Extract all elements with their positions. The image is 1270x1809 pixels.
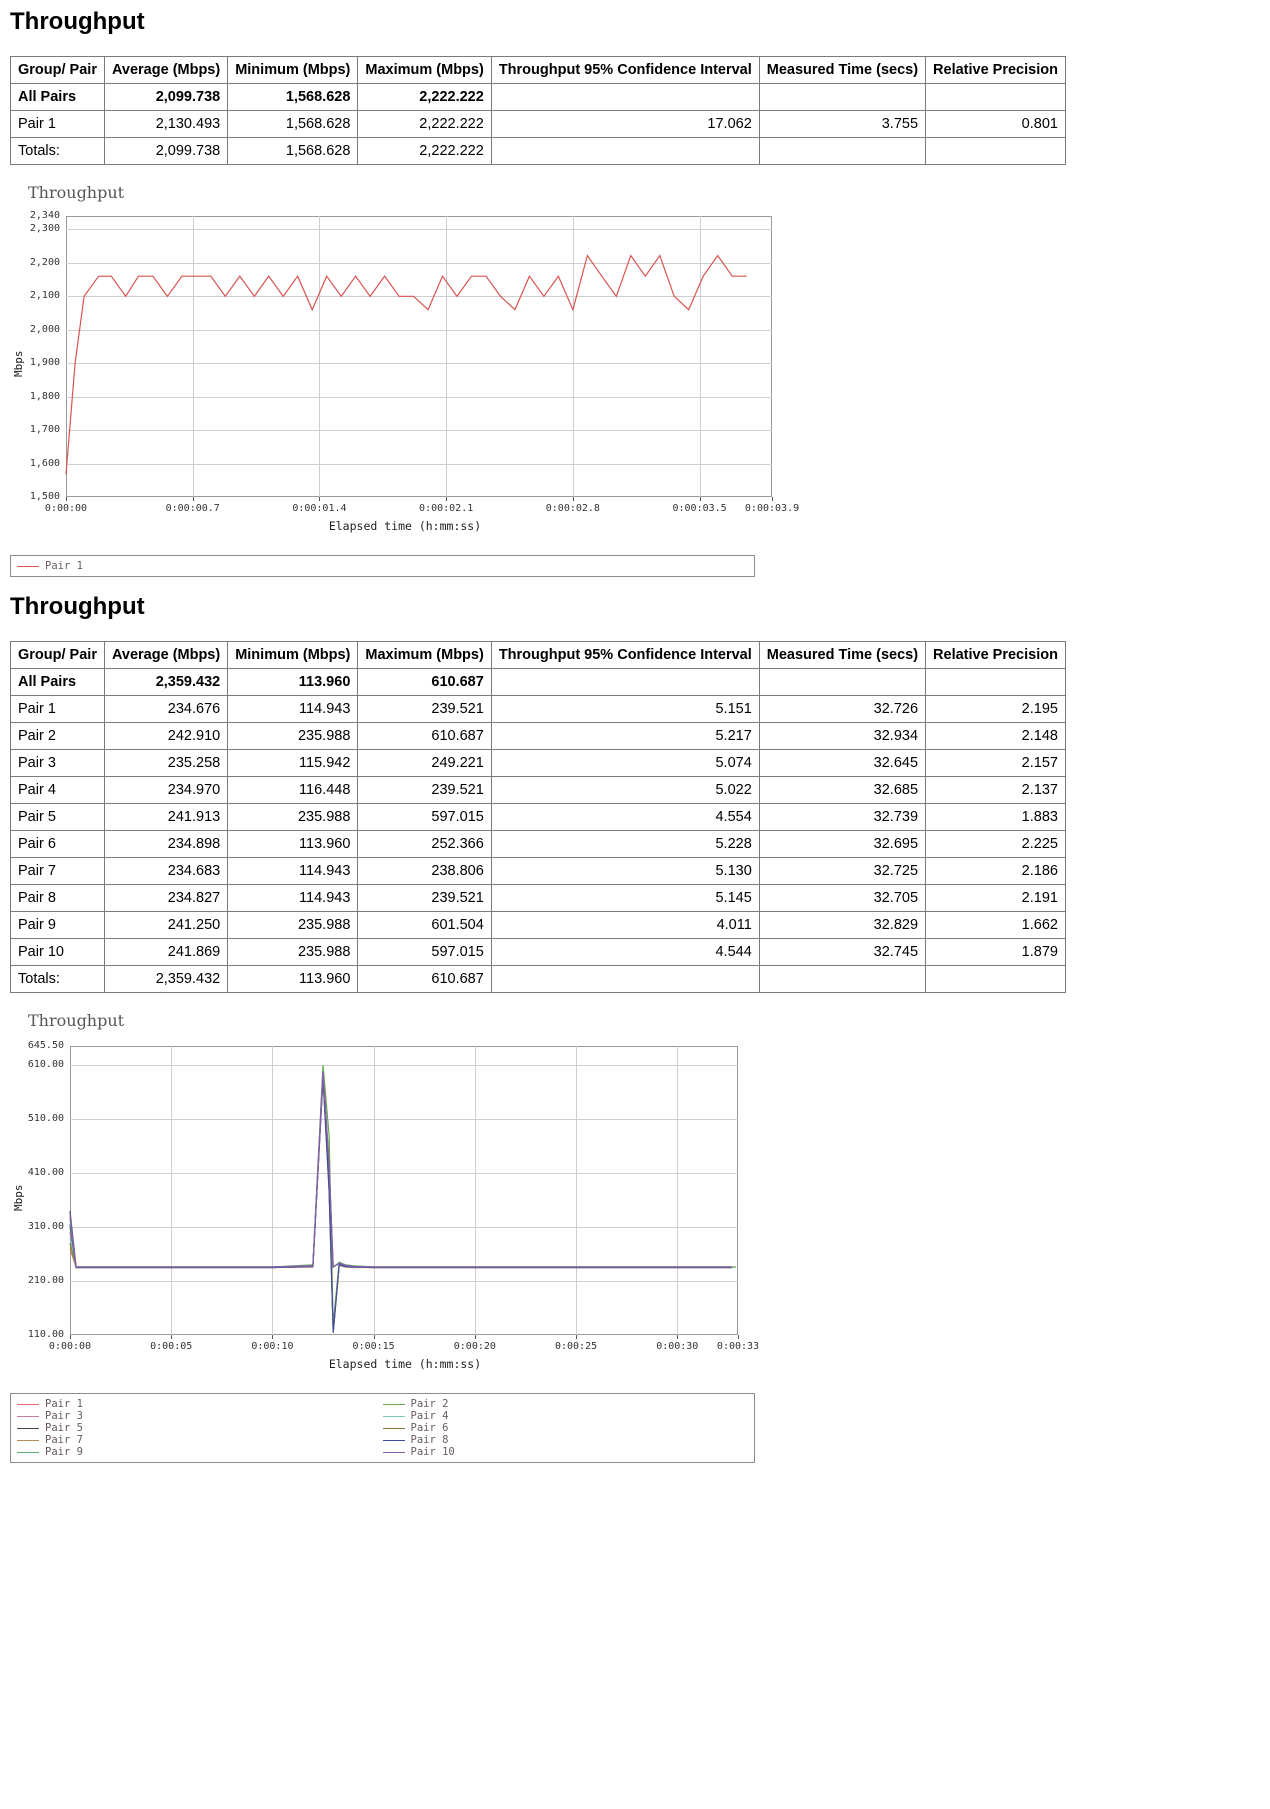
table-header-row bbox=[11, 57, 1066, 84]
legend-row bbox=[17, 1446, 748, 1458]
row-label: Pair 8 bbox=[11, 885, 105, 912]
cell-value: 4.554 bbox=[491, 804, 759, 831]
legend-color-swatch bbox=[383, 1428, 405, 1429]
table-row bbox=[11, 966, 1066, 993]
column-header-4: Throughput 95% Confidence Interval bbox=[491, 57, 759, 84]
x-axis-tick-label: 0:00:05 bbox=[150, 1341, 193, 1352]
cell-value: 32.739 bbox=[759, 804, 925, 831]
cell-value: 235.988 bbox=[228, 723, 358, 750]
x-axis-tick-label: 0:00:25 bbox=[554, 1341, 598, 1352]
cell-value: 2,222.222 bbox=[358, 111, 491, 138]
cell-value: 235.988 bbox=[228, 804, 358, 831]
cell-value: 2.191 bbox=[926, 885, 1066, 912]
x-axis-tick-label: 0:00:03.5 bbox=[672, 503, 727, 514]
page-title-1: Throughput bbox=[10, 8, 145, 35]
y-axis-tick-label: 1,700 bbox=[29, 424, 60, 436]
table-row bbox=[11, 777, 1066, 804]
legend-label: Pair 4 bbox=[410, 1410, 449, 1422]
row-label: Pair 7 bbox=[11, 858, 105, 885]
cell-value: 5.217 bbox=[491, 723, 759, 750]
legend-color-swatch bbox=[383, 1440, 405, 1441]
table-row bbox=[11, 858, 1066, 885]
column-header-5: Measured Time (secs) bbox=[759, 57, 925, 84]
column-header-3: Maximum (Mbps) bbox=[358, 642, 491, 669]
cell-value: 1.879 bbox=[926, 939, 1066, 966]
cell-value bbox=[759, 84, 925, 111]
cell-value bbox=[926, 966, 1066, 993]
series-line bbox=[70, 1073, 730, 1330]
chart-plot-area-1 bbox=[10, 204, 800, 549]
y-axis-tick-label: 645.50 bbox=[27, 1040, 64, 1051]
cell-value: 32.829 bbox=[759, 912, 925, 939]
x-axis-tick-label: 0:00:30 bbox=[656, 1341, 699, 1352]
column-header-0: Group/ Pair bbox=[11, 57, 105, 84]
table-row bbox=[11, 939, 1066, 966]
cell-value bbox=[926, 84, 1066, 111]
legend-item bbox=[17, 1422, 383, 1434]
chart-series-layer bbox=[10, 1032, 800, 1387]
x-axis-tick-label: 0:00:03.9 bbox=[744, 503, 800, 514]
cell-value: 610.687 bbox=[358, 669, 491, 696]
x-axis-tick-label: 0:00:33 bbox=[716, 1341, 760, 1352]
legend-label: Pair 2 bbox=[410, 1398, 449, 1410]
cell-value: 32.695 bbox=[759, 831, 925, 858]
y-axis-tick-label: 210.00 bbox=[27, 1275, 64, 1287]
report-page bbox=[0, 8, 1270, 1483]
column-header-1: Average (Mbps) bbox=[104, 57, 227, 84]
cell-value: 2,359.432 bbox=[104, 966, 227, 993]
cell-value: 2.148 bbox=[926, 723, 1066, 750]
cell-value: 2,222.222 bbox=[358, 138, 491, 165]
cell-value: 249.221 bbox=[358, 750, 491, 777]
legend-label: Pair 9 bbox=[45, 1446, 83, 1458]
y-axis-tick-label: 610.00 bbox=[27, 1059, 64, 1071]
legend-item bbox=[383, 1410, 749, 1422]
table-row bbox=[11, 84, 1066, 111]
column-header-2: Minimum (Mbps) bbox=[228, 57, 358, 84]
legend-label: Pair 8 bbox=[410, 1434, 449, 1446]
cell-value: 234.898 bbox=[104, 831, 227, 858]
legend-item bbox=[17, 1446, 383, 1458]
cell-value: 2.225 bbox=[926, 831, 1066, 858]
cell-value: 235.988 bbox=[228, 939, 358, 966]
x-axis-tick-label: 0:00:02.1 bbox=[419, 503, 474, 514]
cell-value: 601.504 bbox=[358, 912, 491, 939]
cell-value: 2,099.738 bbox=[104, 84, 227, 111]
cell-value: 2.157 bbox=[926, 750, 1066, 777]
cell-value: 113.960 bbox=[228, 831, 358, 858]
column-header-0: Group/ Pair bbox=[11, 642, 105, 669]
cell-value: 597.015 bbox=[358, 939, 491, 966]
cell-value bbox=[759, 138, 925, 165]
cell-value: 115.942 bbox=[228, 750, 358, 777]
cell-value: 252.366 bbox=[358, 831, 491, 858]
cell-value: 1.883 bbox=[926, 804, 1066, 831]
series-line bbox=[70, 1070, 734, 1267]
series-line bbox=[70, 1079, 732, 1333]
legend-item bbox=[383, 1422, 749, 1434]
legend-color-swatch bbox=[17, 1440, 39, 1441]
legend-color-swatch bbox=[383, 1452, 405, 1453]
cell-value: 1.662 bbox=[926, 912, 1066, 939]
legend-item bbox=[383, 1398, 749, 1410]
table-row bbox=[11, 885, 1066, 912]
cell-value bbox=[491, 84, 759, 111]
legend-label: Pair 5 bbox=[45, 1422, 83, 1434]
series-line bbox=[70, 1072, 732, 1267]
cell-value: 2,359.432 bbox=[104, 669, 227, 696]
cell-value: 242.910 bbox=[104, 723, 227, 750]
series-line bbox=[66, 256, 747, 475]
cell-value: 5.074 bbox=[491, 750, 759, 777]
cell-value: 113.960 bbox=[228, 669, 358, 696]
cell-value: 5.228 bbox=[491, 831, 759, 858]
table-row bbox=[11, 804, 1066, 831]
cell-value bbox=[926, 138, 1066, 165]
cell-value: 2.137 bbox=[926, 777, 1066, 804]
y-axis-tick-label: 1,500 bbox=[29, 491, 60, 502]
legend-row bbox=[17, 1434, 748, 1446]
legend-label: Pair 3 bbox=[45, 1410, 83, 1422]
cell-value: 113.960 bbox=[228, 966, 358, 993]
legend-label: Pair 10 bbox=[410, 1446, 455, 1458]
cell-value: 239.521 bbox=[358, 777, 491, 804]
column-header-3: Maximum (Mbps) bbox=[358, 57, 491, 84]
row-label: Pair 6 bbox=[11, 831, 105, 858]
y-axis-tick-label: 1,600 bbox=[29, 457, 60, 469]
legend-color-swatch bbox=[17, 566, 39, 567]
column-header-4: Throughput 95% Confidence Interval bbox=[491, 642, 759, 669]
x-axis-tick-label: 0:00:15 bbox=[352, 1341, 395, 1352]
column-header-6: Relative Precision bbox=[926, 57, 1066, 84]
row-label: Pair 9 bbox=[11, 912, 105, 939]
series-line bbox=[70, 1077, 732, 1333]
cell-value: 32.726 bbox=[759, 696, 925, 723]
legend-row bbox=[17, 1410, 748, 1422]
cell-value: 610.687 bbox=[358, 723, 491, 750]
chart-series-layer bbox=[10, 204, 800, 549]
x-axis-tick-label: 0:00:00.7 bbox=[165, 503, 220, 514]
row-label: All Pairs bbox=[11, 669, 105, 696]
legend-label: Pair 1 bbox=[45, 560, 83, 572]
legend-color-swatch bbox=[17, 1404, 39, 1405]
legend-label: Pair 6 bbox=[410, 1422, 449, 1434]
x-axis-title: Elapsed time (h:mm:ss) bbox=[328, 1357, 482, 1371]
legend-item bbox=[383, 1434, 749, 1446]
chart-legend-2 bbox=[10, 1393, 755, 1463]
x-axis-tick-label: 0:00:10 bbox=[251, 1341, 294, 1352]
cell-value: 610.687 bbox=[358, 966, 491, 993]
y-axis-tick-label: 1,800 bbox=[29, 390, 60, 402]
cell-value: 234.676 bbox=[104, 696, 227, 723]
row-label: Pair 1 bbox=[11, 696, 105, 723]
y-axis-title: Mbps bbox=[12, 350, 25, 377]
throughput-table-1-wrap bbox=[10, 56, 1270, 165]
cell-value: 235.258 bbox=[104, 750, 227, 777]
series-line bbox=[70, 1071, 732, 1330]
throughput-table-1 bbox=[10, 56, 1066, 165]
y-axis-tick-label: 2,300 bbox=[29, 223, 60, 235]
cell-value: 4.544 bbox=[491, 939, 759, 966]
y-axis-tick-label: 2,000 bbox=[29, 323, 60, 335]
cell-value: 114.943 bbox=[228, 696, 358, 723]
row-label: Pair 3 bbox=[11, 750, 105, 777]
cell-value: 234.683 bbox=[104, 858, 227, 885]
legend-item bbox=[17, 560, 748, 572]
throughput-chart-2 bbox=[10, 1011, 1270, 1463]
cell-value: 238.806 bbox=[358, 858, 491, 885]
y-axis-tick-label: 310.00 bbox=[27, 1221, 64, 1233]
cell-value: 235.988 bbox=[228, 912, 358, 939]
series-line bbox=[70, 1072, 732, 1267]
cell-value bbox=[491, 966, 759, 993]
y-axis-tick-label: 510.00 bbox=[27, 1113, 64, 1125]
cell-value: 241.250 bbox=[104, 912, 227, 939]
x-axis-title: Elapsed time (h:mm:ss) bbox=[328, 519, 482, 533]
cell-value: 32.645 bbox=[759, 750, 925, 777]
cell-value bbox=[759, 966, 925, 993]
cell-value: 239.521 bbox=[358, 885, 491, 912]
table-row bbox=[11, 723, 1066, 750]
legend-color-swatch bbox=[17, 1428, 39, 1429]
cell-value: 0.801 bbox=[926, 111, 1066, 138]
cell-value bbox=[926, 669, 1066, 696]
row-label: Pair 1 bbox=[11, 111, 105, 138]
cell-value: 5.151 bbox=[491, 696, 759, 723]
x-axis-tick-label: 0:00:00 bbox=[48, 1341, 92, 1352]
cell-value: 241.869 bbox=[104, 939, 227, 966]
legend-item bbox=[17, 1434, 383, 1446]
table-header-row bbox=[11, 642, 1066, 669]
x-axis-tick-label: 0:00:02.8 bbox=[545, 503, 600, 514]
cell-value: 2.195 bbox=[926, 696, 1066, 723]
y-axis-title: Mbps bbox=[12, 1184, 25, 1211]
page-title-2: Throughput bbox=[10, 593, 145, 620]
table-row bbox=[11, 831, 1066, 858]
cell-value: 234.970 bbox=[104, 777, 227, 804]
table-row bbox=[11, 912, 1066, 939]
cell-value: 5.022 bbox=[491, 777, 759, 804]
column-header-2: Minimum (Mbps) bbox=[228, 642, 358, 669]
legend-color-swatch bbox=[383, 1416, 405, 1417]
cell-value: 2,222.222 bbox=[358, 84, 491, 111]
row-label: Pair 10 bbox=[11, 939, 105, 966]
throughput-table-2 bbox=[10, 641, 1066, 993]
legend-item bbox=[383, 1446, 749, 1458]
cell-value: 3.755 bbox=[759, 111, 925, 138]
series-line bbox=[70, 1075, 732, 1332]
row-label: Pair 2 bbox=[11, 723, 105, 750]
cell-value bbox=[491, 138, 759, 165]
cell-value: 1,568.628 bbox=[228, 84, 358, 111]
series-line bbox=[70, 1077, 732, 1332]
row-label: Totals: bbox=[11, 138, 105, 165]
chart-title-1: Throughput bbox=[28, 183, 125, 202]
cell-value: 1,568.628 bbox=[228, 111, 358, 138]
cell-value: 4.011 bbox=[491, 912, 759, 939]
y-axis-tick-label: 2,340 bbox=[29, 210, 60, 221]
series-line bbox=[70, 1065, 736, 1324]
legend-item bbox=[17, 1410, 383, 1422]
cell-value: 2,130.493 bbox=[104, 111, 227, 138]
row-label: Totals: bbox=[11, 966, 105, 993]
table-row bbox=[11, 669, 1066, 696]
column-header-5: Measured Time (secs) bbox=[759, 642, 925, 669]
table-row bbox=[11, 111, 1066, 138]
cell-value: 17.062 bbox=[491, 111, 759, 138]
cell-value: 32.745 bbox=[759, 939, 925, 966]
cell-value: 2.186 bbox=[926, 858, 1066, 885]
cell-value: 5.145 bbox=[491, 885, 759, 912]
legend-label: Pair 1 bbox=[45, 1398, 83, 1410]
cell-value: 32.685 bbox=[759, 777, 925, 804]
cell-value: 114.943 bbox=[228, 885, 358, 912]
y-axis-tick-label: 410.00 bbox=[27, 1167, 64, 1179]
cell-value: 1,568.628 bbox=[228, 138, 358, 165]
table-row bbox=[11, 696, 1066, 723]
cell-value: 2,099.738 bbox=[104, 138, 227, 165]
legend-color-swatch bbox=[17, 1416, 39, 1417]
cell-value bbox=[491, 669, 759, 696]
cell-value: 241.913 bbox=[104, 804, 227, 831]
row-label: Pair 4 bbox=[11, 777, 105, 804]
legend-row bbox=[17, 1422, 748, 1434]
x-axis-tick-label: 0:00:00 bbox=[44, 503, 88, 514]
cell-value: 239.521 bbox=[358, 696, 491, 723]
throughput-table-2-wrap bbox=[10, 641, 1270, 993]
column-header-6: Relative Precision bbox=[926, 642, 1066, 669]
legend-label: Pair 7 bbox=[45, 1434, 83, 1446]
table-row bbox=[11, 138, 1066, 165]
y-axis-tick-label: 1,900 bbox=[29, 357, 60, 369]
cell-value bbox=[759, 669, 925, 696]
cell-value: 234.827 bbox=[104, 885, 227, 912]
throughput-chart-1 bbox=[10, 183, 1270, 577]
y-axis-tick-label: 110.00 bbox=[27, 1329, 64, 1340]
cell-value: 32.705 bbox=[759, 885, 925, 912]
x-axis-tick-label: 0:00:01.4 bbox=[292, 503, 347, 514]
chart-plot-area-2 bbox=[10, 1032, 800, 1387]
column-header-1: Average (Mbps) bbox=[104, 642, 227, 669]
legend-row bbox=[17, 560, 748, 572]
table-row bbox=[11, 750, 1066, 777]
row-label: All Pairs bbox=[11, 84, 105, 111]
cell-value: 32.725 bbox=[759, 858, 925, 885]
legend-color-swatch bbox=[17, 1452, 39, 1453]
row-label: Pair 5 bbox=[11, 804, 105, 831]
cell-value: 116.448 bbox=[228, 777, 358, 804]
legend-row bbox=[17, 1398, 748, 1410]
cell-value: 597.015 bbox=[358, 804, 491, 831]
chart-legend-1 bbox=[10, 555, 755, 577]
x-axis-tick-label: 0:00:20 bbox=[453, 1341, 496, 1352]
chart-title-2: Throughput bbox=[28, 1011, 125, 1030]
legend-color-swatch bbox=[383, 1404, 405, 1405]
legend-item bbox=[17, 1398, 383, 1410]
y-axis-tick-label: 2,200 bbox=[29, 256, 60, 268]
cell-value: 5.130 bbox=[491, 858, 759, 885]
y-axis-tick-label: 2,100 bbox=[29, 290, 60, 302]
cell-value: 114.943 bbox=[228, 858, 358, 885]
cell-value: 32.934 bbox=[759, 723, 925, 750]
